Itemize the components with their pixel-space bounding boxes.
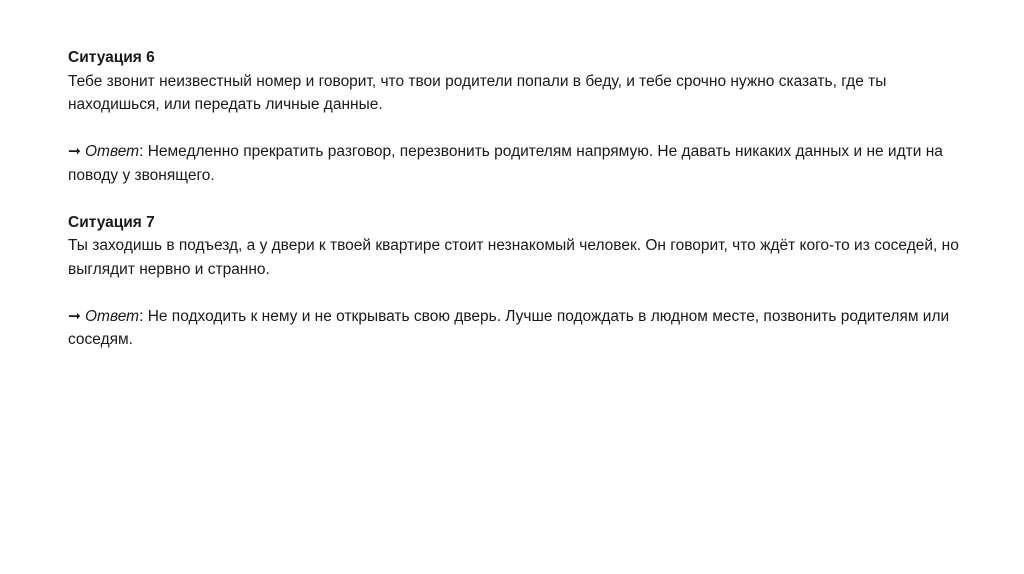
situation-7 — [68, 211, 978, 352]
situation-text: Ты заходишь в подъезд, а у двери к твоей квартире стоит незнакомый человек. Он говорит, что ждёт кого-то из соседей, но выглядит нервно и странно. — [68, 237, 959, 278]
arrow-icon: ➞ — [68, 143, 81, 160]
answer-label: Ответ — [85, 143, 140, 160]
answer-label: Ответ — [85, 307, 140, 325]
answer-block — [68, 305, 978, 352]
situation-6 — [68, 46, 978, 187]
slide-content — [68, 46, 978, 352]
answer-text: : Не подходить к нему и не открывать свою дверь. Лучше подождать в людном месте, позвонить родителям или соседям. — [68, 307, 950, 348]
answer-block — [68, 140, 978, 187]
answer-text: : Немедленно прекратить разговор, перезвонить родителям напрямую. Не давать никаких данных и не идти на поводу у звонящего. — [68, 143, 943, 184]
situation-title: Ситуация 7 — [68, 213, 155, 231]
situation-title: Ситуация 6 — [68, 49, 155, 66]
spacer — [68, 187, 978, 211]
arrow-icon: ➞ — [68, 307, 81, 325]
situation-text: Тебе звонит неизвестный номер и говорит, что твои родители попали в беду, и тебе срочно нужно сказать, где ты находишься, или передать личные данные. — [68, 72, 887, 113]
